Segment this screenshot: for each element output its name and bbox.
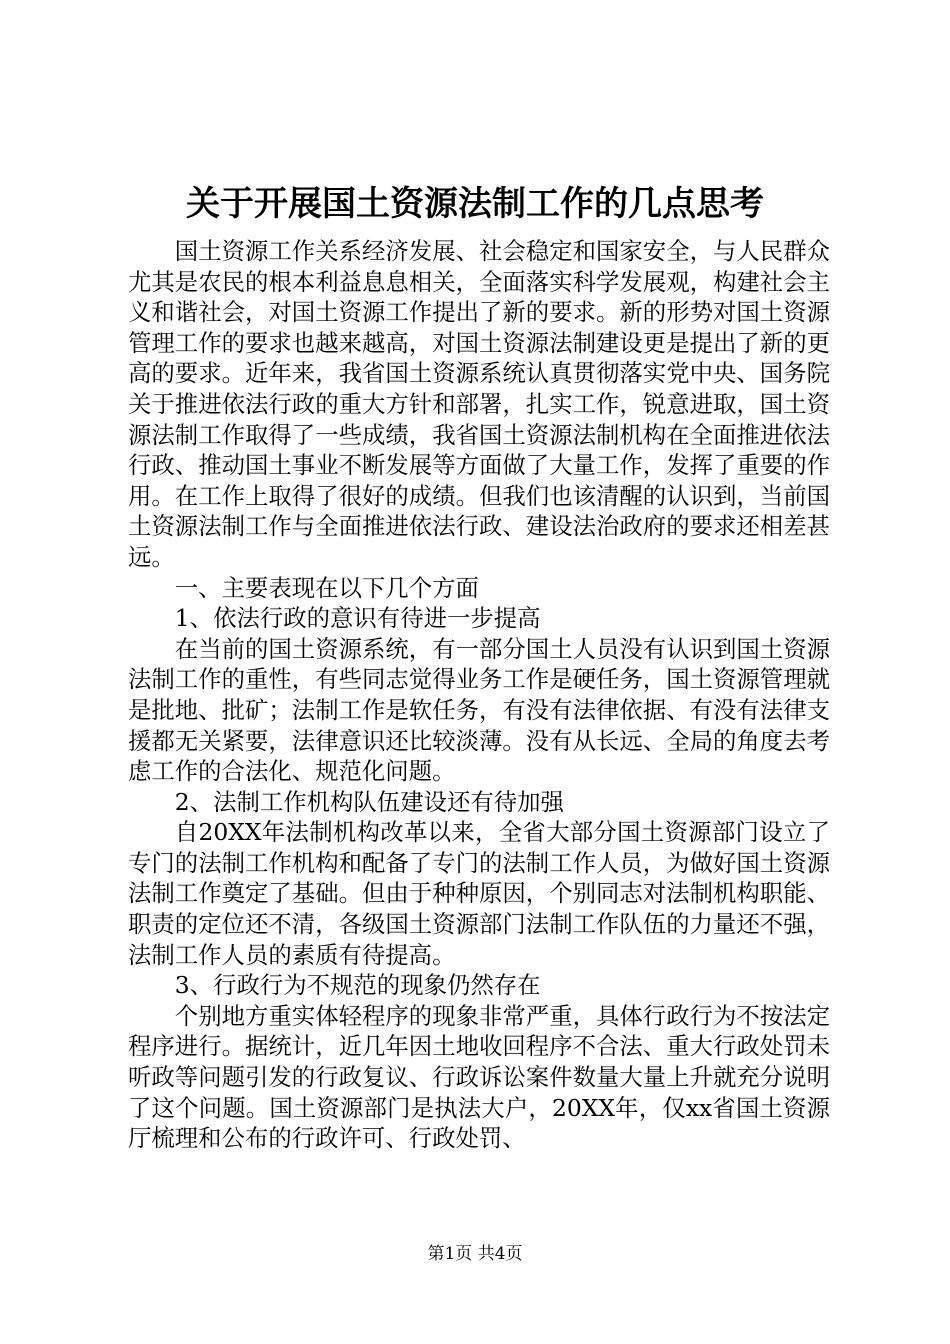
section-heading-main: 一、主要表现在以下几个方面 — [174, 573, 479, 602]
document-body — [128, 236, 830, 1154]
paragraph-1: 在当前的国土资源系统，有一部分国土人员没有认识到国土资源法制工作的重性，有些同志觉得业务工作是硬任务，国土资源管理就是批地、批矿；法制工作是软任务，有没有法律依据、有没有法律支援都无关紧要，法律意识还比较淡薄。没有从长远、全局的角度去考虑工作的合法化、规范化问题。 — [128, 634, 830, 786]
subheading-3: 3、行政行为不规范的现象仍然存在 — [174, 971, 541, 1000]
page-footer: 第1页 共4页 — [427, 1244, 523, 1264]
subheading-1: 1、依法行政的意识有待进一步提高 — [174, 604, 541, 633]
document-title: 关于开展国土资源法制工作的几点思考 — [186, 184, 764, 224]
paragraph-2: 自20XX年法制机构改革以来，全省大部分国土资源部门设立了专门的法制工作机构和配备了专门的法制工作人员，为做好国土资源法制工作奠定了基础。但由于种种原因，个别同志对法制机构职能、职责的定位还不清，各级国土资源部门法制工作队伍的力量还不强，法制工作人员的素质有待提高。 — [128, 818, 830, 969]
subheading-2: 2、法制工作机构队伍建设还有待加强 — [174, 787, 564, 816]
paragraph-3: 个别地方重实体轻程序的现象非常严重，具体行政行为不按法定程序进行。据统计，近几年因土地收回程序不合法、重大行政处罚未听政等问题引发的行政复议、行政诉讼案件数量大量上升就充分说明了这个问题。国土资源部门是执法大户，20XX年，仅xx省国土资源厅梳理和公布的行政许可、行政处罚、 — [128, 1001, 830, 1153]
paragraph-intro: 国土资源工作关系经济发展、社会稳定和国家安全，与人民群众尤其是农民的根本利益息息相关，全面落实科学发展观，构建社会主义和谐社会，对国土资源工作提出了新的要求。新的形势对国土资源管理工作的要求也越来越高，对国土资源法制建设更是提出了新的更高的要求。近年来，我省国土资源系统认真贯彻落实党中央、国务院关于推进依法行政的重大方针和部署，扎实工作，锐意进取，国土资源法制工作取得了一些成绩，我省国土资源法制机构在全面推进依法行政、推动国土事业不断发展等方面做了大量工作，发挥了重要的作用。在工作上取得了很好的成绩。但我们也该清醒的认识到，当前国土资源法制工作与全面推进依法行政、建设法治政府的要求还相差甚远。 — [128, 237, 830, 571]
